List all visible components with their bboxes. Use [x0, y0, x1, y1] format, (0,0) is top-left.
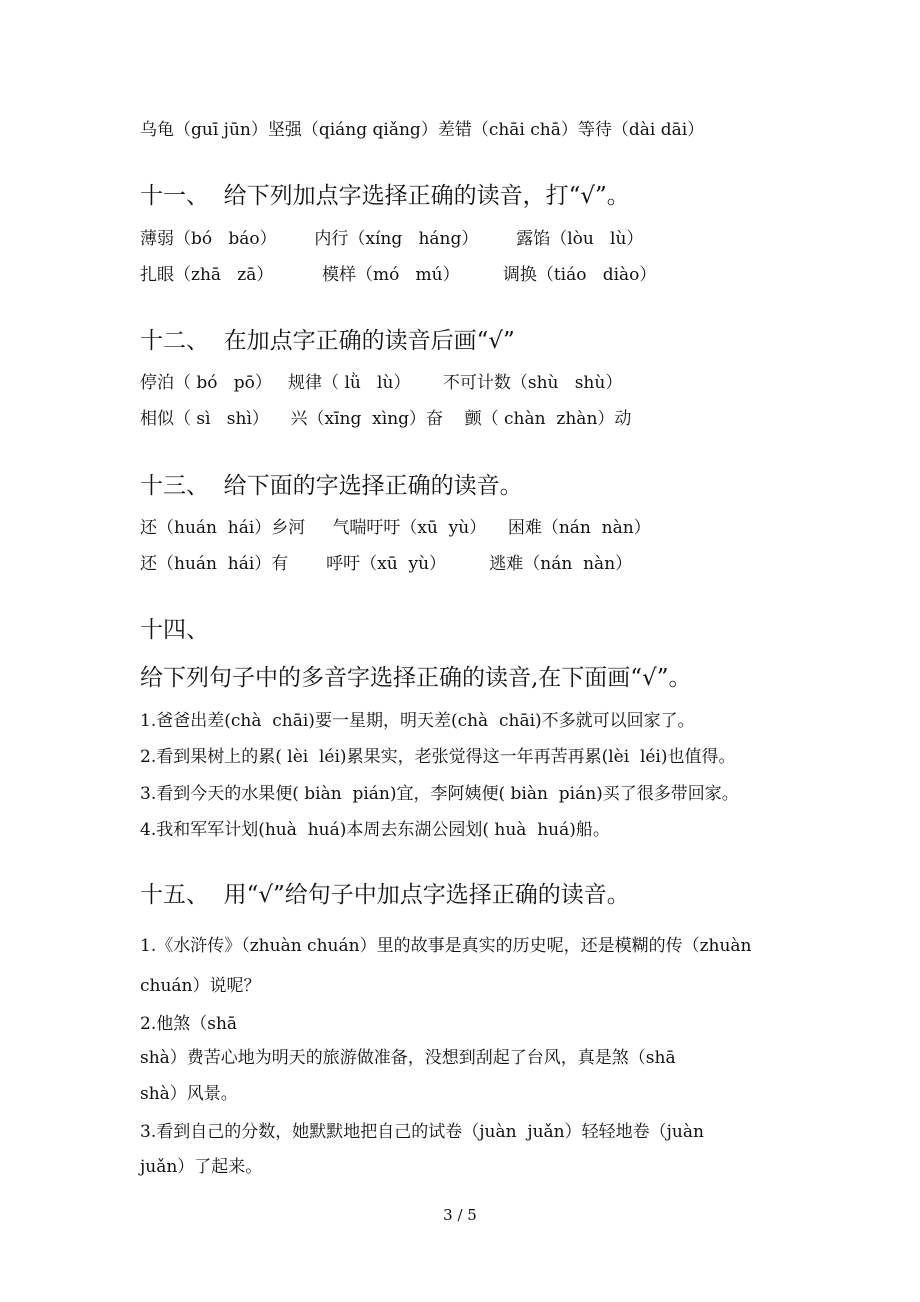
section-15-line-5: shà）风景。 — [140, 1084, 238, 1104]
section-15-line-7: juǎn）了起来。 — [140, 1157, 263, 1177]
section-13-line-2: 还（huán hái）有 呼吁（xū yù） 逃难（nán nàn） — [140, 554, 633, 574]
section-11-line-1: 薄弱（bó báo） 内行（xíng háng） 露馅（lòu lù） — [140, 229, 644, 249]
section-13-heading: 十三、 给下面的字选择正确的读音。 — [140, 473, 523, 499]
section-15-line-2: chuán）说呢？ — [140, 976, 261, 996]
section-14-line-4: 4.我和军军计划(huà huá)本周去东湖公园划( huà huá)船。 — [140, 820, 610, 840]
page-number: 3 / 5 — [443, 1206, 477, 1224]
section-13-line-1: 还（huán hái）乡河 气喘吁吁（xū yù） 困难（nán nàn） — [140, 518, 651, 538]
section-15-heading: 十五、 用“√”给句子中加点字选择正确的读音。 — [140, 882, 630, 908]
section-14-heading: 十四、 — [140, 617, 209, 643]
intro-line: 乌龟（guī jūn）坚强（qiáng qiǎng）差错（chāi chā）等待（dài dāi） — [140, 120, 705, 140]
section-14-line-1: 1.爸爸出差(chà chāi)要一星期，明天差(chà chāi)不多就可以回家了。 — [140, 711, 695, 731]
section-15-line-6: 3.看到自己的分数，她默默地把自己的试卷（juàn juǎn）轻轻地卷（juàn — [140, 1122, 704, 1142]
section-14-line-3: 3.看到今天的水果便( biàn pián)宜，李阿姨便( biàn pián)买了很多带回家。 — [140, 784, 739, 804]
section-11-heading: 十一、 给下列加点字选择正确的读音，打“√”。 — [140, 183, 630, 209]
section-12-heading: 十二、 在加点字正确的读音后画“√” — [140, 328, 515, 354]
section-15-line-1: 1.《水浒传》（zhuàn chuán）里的故事是真实的历史呢，还是模糊的传（zhuàn — [140, 936, 752, 956]
section-15-line-4: shà）费苦心地为明天的旅游做准备，没想到刮起了台风，真是煞（shā — [140, 1048, 676, 1068]
section-14-subheading: 给下列句子中的多音字选择正确的读音,在下面画“√”。 — [140, 665, 692, 691]
section-12-line-2: 相似（ sì shì） 兴（xīng xìng）奋 颤（ chàn zhàn）动 — [140, 409, 632, 429]
section-12-line-1: 停泊（ bó pō） 规律（ lǜ lù） 不可计数（shù shù） — [140, 373, 623, 393]
section-14-line-2: 2.看到果树上的累( lèi léi)累果实，老张觉得这一年再苦再累(lèi léi)也值得。 — [140, 747, 736, 767]
section-15-line-3: 2.他煞（shā — [140, 1014, 238, 1034]
section-11-line-2: 扎眼（zhā zā） 模样（mó mú） 调换（tiáo diào） — [140, 265, 657, 285]
